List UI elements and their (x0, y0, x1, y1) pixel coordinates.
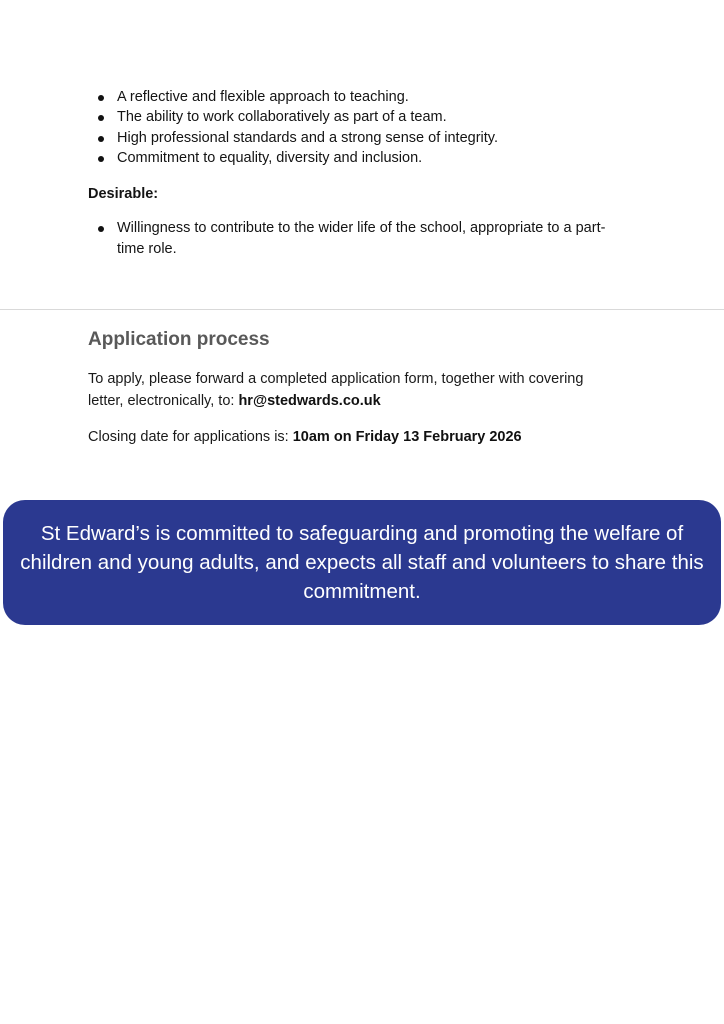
closing-label: Closing date for applications is: (88, 429, 293, 445)
list-item (117, 218, 612, 260)
desirable-heading: Desirable: (88, 186, 159, 202)
apply-instructions (88, 368, 618, 412)
section-divider (0, 309, 724, 310)
email-link[interactable]: hr@stedwards.co.uk (238, 393, 381, 409)
safeguarding-banner (3, 500, 721, 625)
section-title: Application process (88, 329, 270, 350)
list-item-text: Commitment to equality, diversity and inclusion. (117, 150, 423, 166)
closing-value: 10am on Friday 13 February 2026 (292, 429, 522, 445)
bullet-icon (98, 156, 104, 162)
safeguarding-statement: St Edward’s is committed to safeguarding and promoting the welfare of children and young adults, and expects all staff and volunteers to share this commitment. (20, 522, 704, 603)
bullet-icon (98, 136, 104, 142)
list-item (117, 107, 617, 128)
list-item (117, 128, 617, 149)
list-item-text: Willingness to contribute to the wider life of the school, appropriate to a part-time role. (117, 220, 606, 257)
list-item-text: The ability to work collaboratively as part of a team. (117, 109, 447, 125)
list-item (117, 148, 617, 169)
bullet-icon (98, 226, 104, 232)
list-item-text: A reflective and flexible approach to teaching. (117, 89, 409, 105)
bullet-icon (98, 95, 104, 101)
list-item-text: High professional standards and a strong sense of integrity. (117, 130, 498, 146)
bullet-icon (98, 115, 104, 121)
apply-text: To apply, please forward a completed application form, together with covering letter, electronically, to: (88, 371, 584, 409)
list-item (117, 87, 617, 108)
closing-date (88, 426, 618, 448)
